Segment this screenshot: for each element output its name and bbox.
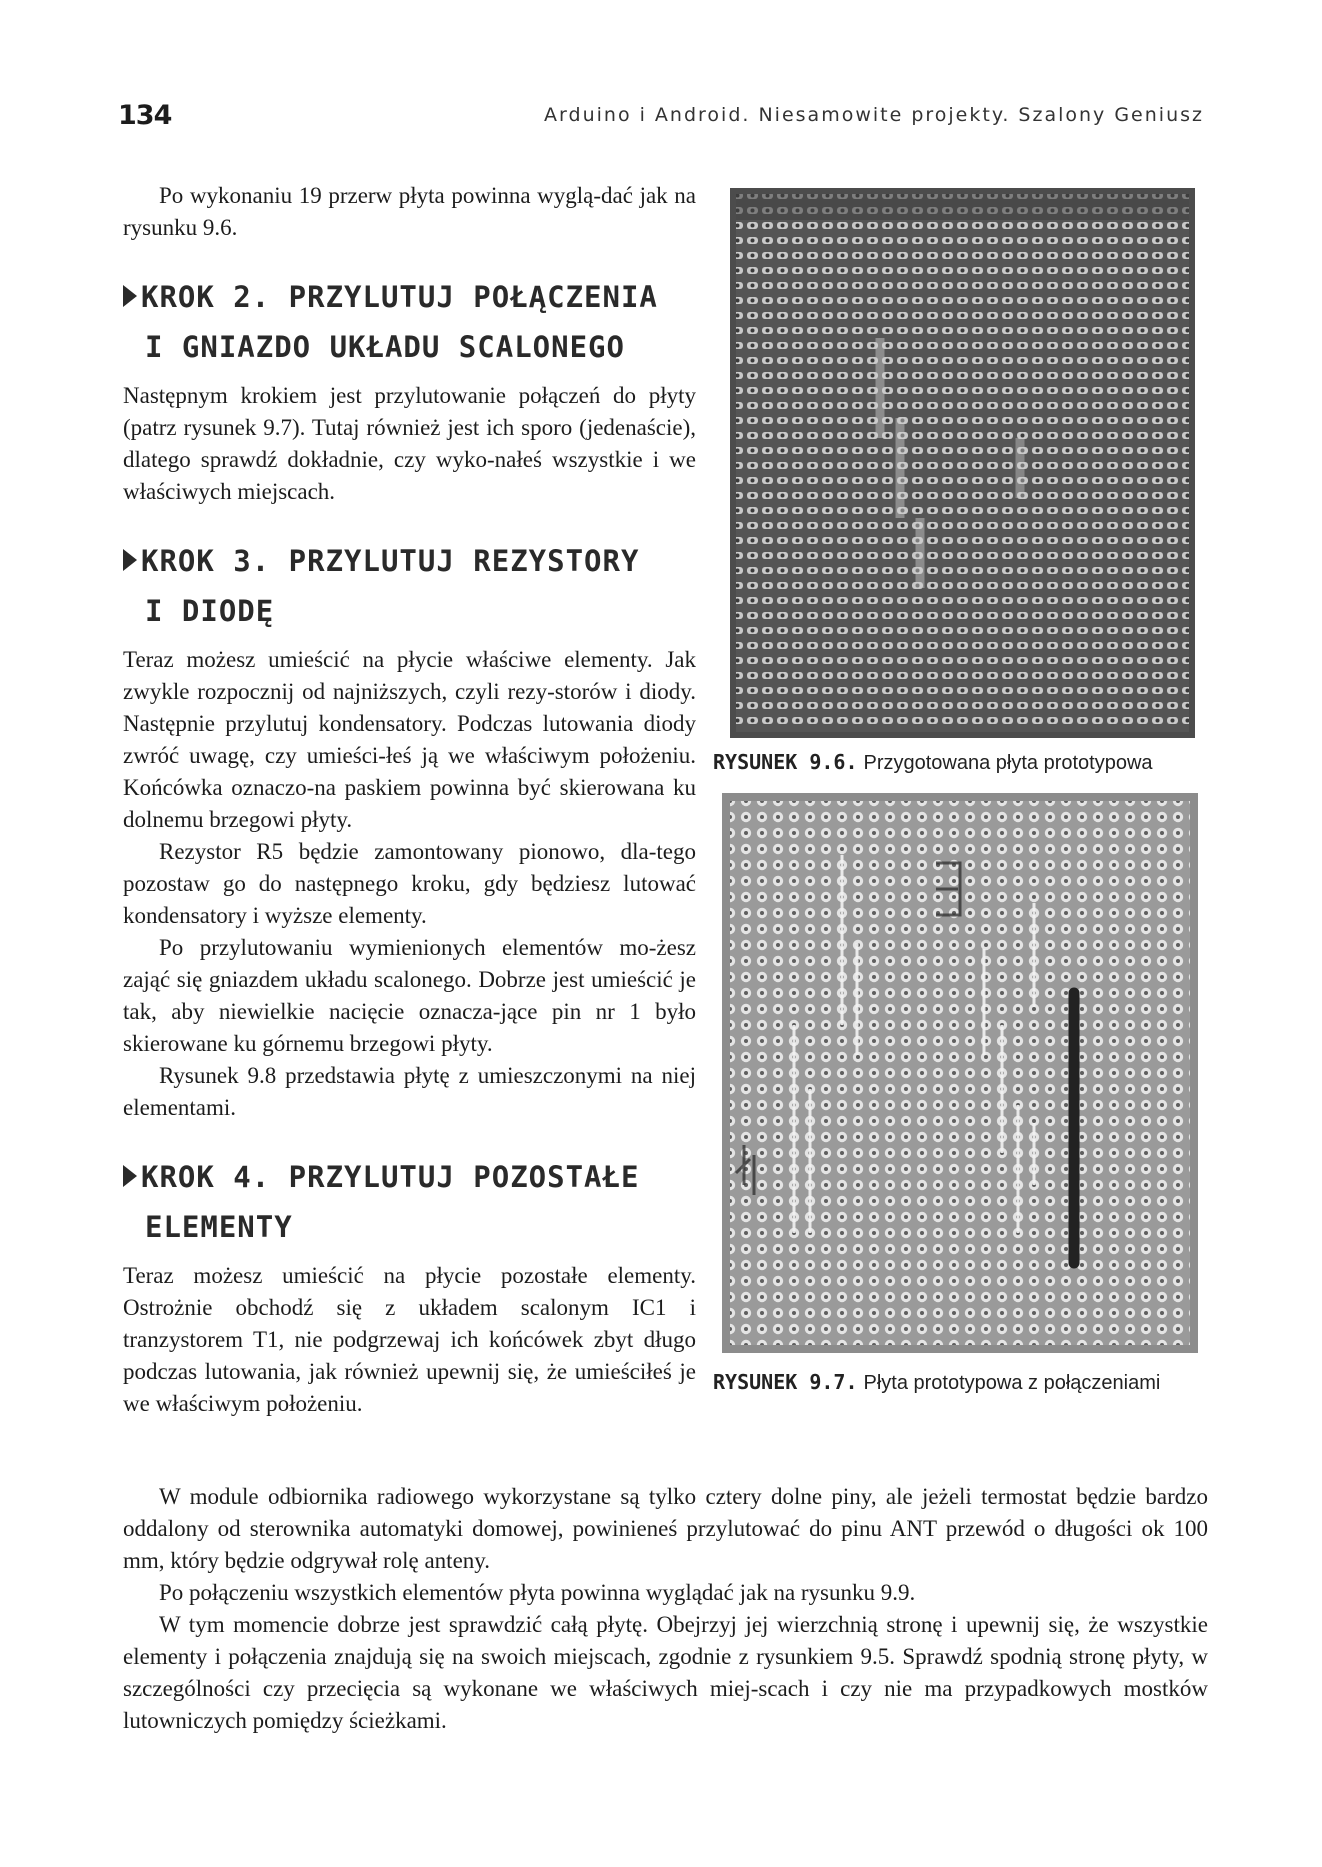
step2-heading-line1: KROK 2. PRZYLUTUJ POŁĄCZENIA	[141, 280, 658, 314]
figure-9-7-label: RYSUNEK 9.7.	[713, 1370, 858, 1394]
step3-heading-line2: I DIODĘ	[145, 594, 275, 628]
step3-heading-line1: KROK 3. PRZYLUTUJ REZYSTORY	[141, 544, 640, 578]
step2-paragraph: Następnym krokiem jest przylutowanie połączeń do płyty (patrz rysunek 9.7). Tutaj również jest ich sporo (jedenaście), dlatego sprawdź dokładnie, czy wyko-nałeś wszystkie i we właściwych miejscach.	[123, 383, 696, 504]
step2-heading-line2: I GNIAZDO UKŁADU SCALONEGO	[145, 330, 625, 364]
full-paragraph-2: Po połączeniu wszystkich elementów płyta powinna wyglądać jak na rysunku 9.9.	[159, 1580, 916, 1605]
step3-paragraph-1: Teraz możesz umieścić na płycie właściwe elementy. Jak zwykle rozpocznij od najniższych, czyli rezy-storów i diody. Następnie przylutuj kondensatory. Podczas lutowania diody zwróć uwagę, czy umieści-łeś ją we właściwym położeniu. Końcówka oznaczo-na paskiem powinna być skierowana ku dolnemu brzegowi płyty.	[123, 647, 696, 832]
figure-9-6-prototype-board-photo	[730, 188, 1195, 738]
figure-9-7-caption	[713, 1370, 1160, 1395]
step2-heading	[123, 272, 696, 372]
step3-paragraph-3: Po przylutowaniu wymienionych elementów mo-żesz zająć się gniazdem układu scalonego. Dobrze jest umieścić je tak, aby niewielkie nacięcie oznacza-jące pin nr 1 było skierowane ku górnemu brzegowi płyty.	[123, 935, 696, 1056]
step3-paragraph-4: Rysunek 9.8 przedstawia płytę z umieszczonymi na niej elementami.	[123, 1063, 696, 1120]
full-width-text	[123, 1481, 1208, 1737]
page-header	[118, 100, 1204, 140]
step3-paragraph-2: Rezystor R5 będzie zamontowany pionowo, dla-tego pozostaw go do następnego kroku, gdy będziesz lutować kondensatory i wyższe elementy.	[123, 839, 696, 928]
arrow-icon	[123, 549, 137, 571]
full-paragraph-1: W module odbiornika radiowego wykorzystane są tylko cztery dolne piny, ale jeżeli termostat będzie bardzo oddalony od sterownika automatyki domowej, powinieneś przylutować do pinu ANT przewód o długości ok 100 mm, który będzie odgrywał rolę anteny.	[123, 1484, 1208, 1573]
figure-9-6-caption	[713, 750, 1153, 775]
arrow-icon	[123, 285, 137, 307]
figure-9-7-board-with-links-photo	[722, 793, 1198, 1353]
step4-heading	[123, 1152, 696, 1252]
figure-9-6-caption-text: Przygotowana płyta prototypowa	[863, 752, 1153, 774]
arrow-icon	[123, 1165, 137, 1187]
full-paragraph-3: W tym momencie dobrze jest sprawdzić całą płytę. Obejrzyj jej wierzchnią stronę i upewnij się, że wszystkie elementy i połączenia znajdują się na swoich miejscach, zgodnie z rysunkiem 9.5. Sprawdź spodnią stronę płyty, w szczególności czy przecięcia są wykonane we właściwych miej-scach i czy nie ma przypadkowych mostków lutowniczych pomiędzy ścieżkami.	[123, 1612, 1208, 1733]
step4-heading-line2: ELEMENTY	[145, 1210, 293, 1244]
figure-9-6-label: RYSUNEK 9.6.	[713, 750, 858, 774]
step4-heading-line1: KROK 4. PRZYLUTUJ POZOSTAŁE	[141, 1160, 640, 1194]
left-column	[123, 180, 696, 1420]
figure-9-7-caption-text: Płyta prototypowa z połączeniami	[863, 1372, 1161, 1394]
page-number: 134	[118, 100, 172, 131]
running-title: Arduino i Android. Niesamowite projekty. Szalony Geniusz	[544, 104, 1204, 126]
step3-heading	[123, 536, 696, 636]
step4-paragraph-1: Teraz możesz umieścić na płycie pozostałe elementy. Ostrożnie obchodź się z układem scalonym IC1 i tranzystorem T1, nie podgrzewaj ich końcówek zbyt długo podczas lutowania, jak również upewnij się, że umieściłeś je we właściwym położeniu.	[123, 1263, 696, 1416]
intro-paragraph: Po wykonaniu 19 przerw płyta powinna wyglą-dać jak na rysunku 9.6.	[123, 183, 696, 240]
